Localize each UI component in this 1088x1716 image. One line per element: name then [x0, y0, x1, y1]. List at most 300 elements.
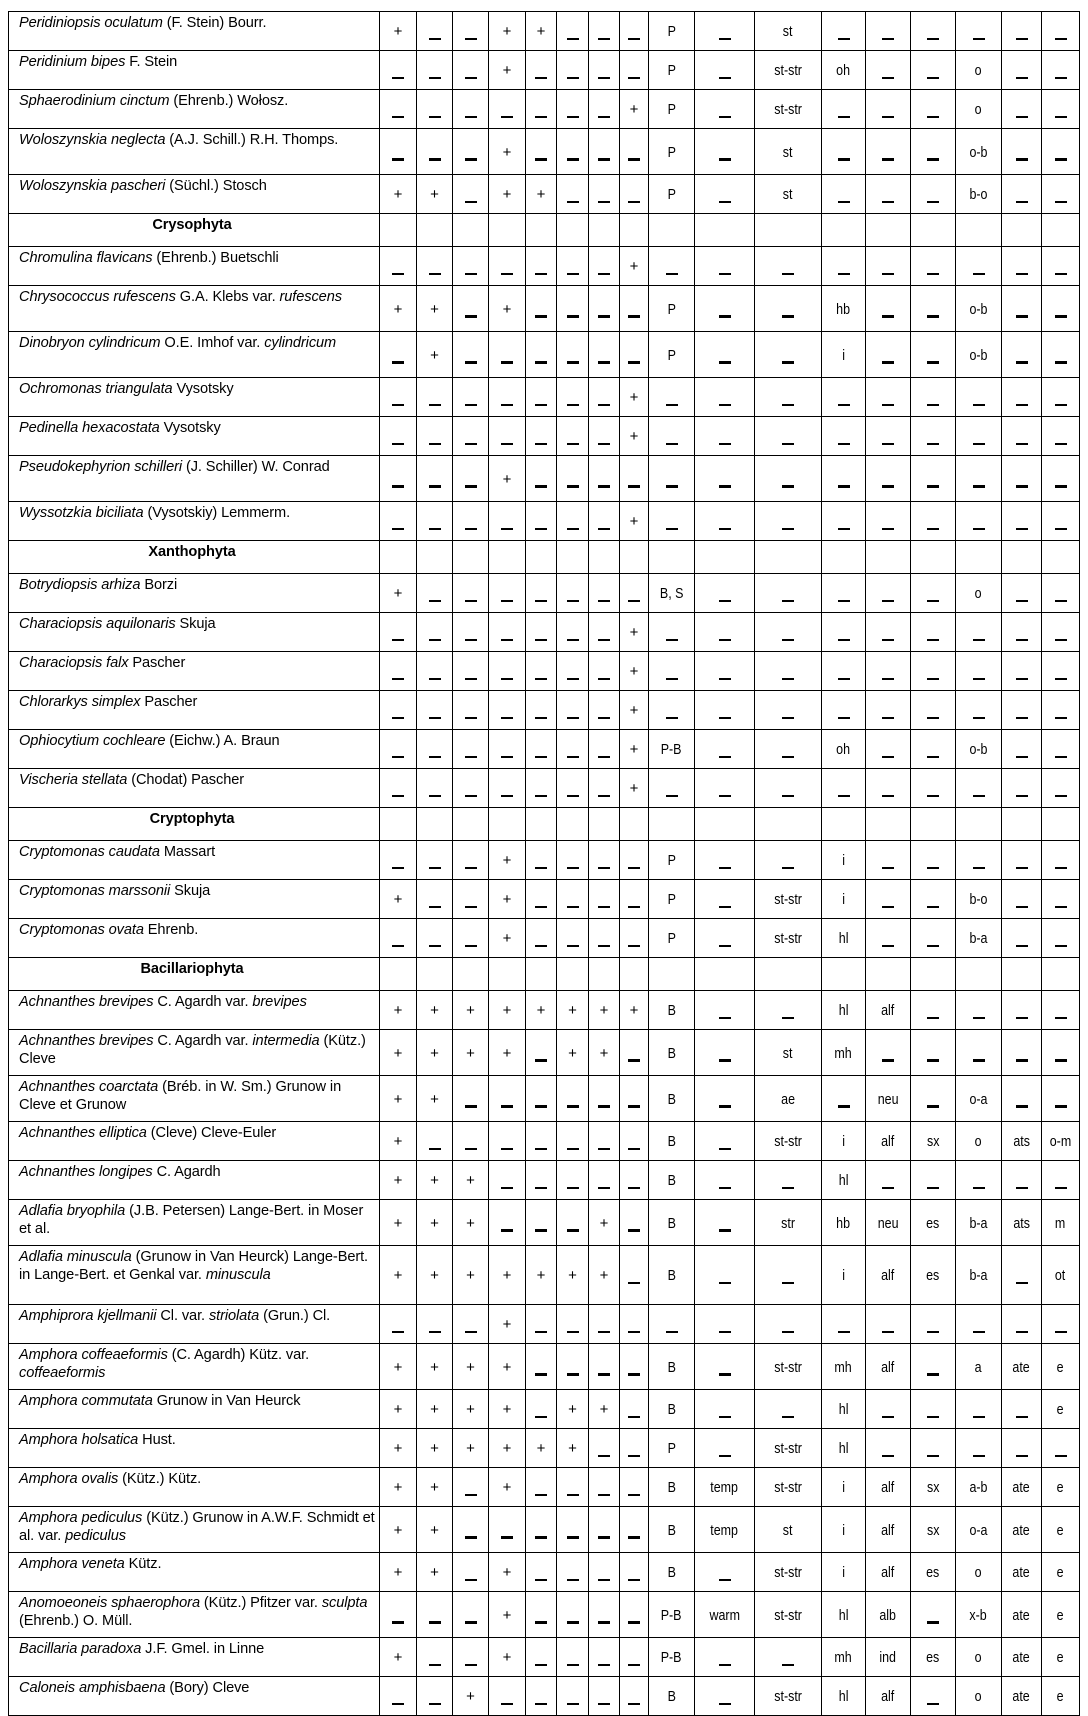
- dash-mark: [882, 678, 894, 681]
- dash-mark: [719, 1455, 731, 1458]
- dash-mark: [882, 945, 894, 948]
- attribute-cell: [1042, 652, 1080, 691]
- attribute-value: hl: [838, 1689, 849, 1706]
- dash-mark: [535, 1059, 547, 1062]
- presence-cell: [557, 51, 589, 90]
- taxon-author: Kütz.: [124, 1556, 162, 1572]
- dash-mark: [973, 1059, 985, 1062]
- dash-mark: [882, 38, 894, 41]
- attribute-cell: [649, 841, 695, 880]
- attribute-cell: [1042, 769, 1080, 808]
- taxon-italic: Cryptomonas marssonii: [19, 883, 171, 899]
- attribute-cell: [822, 652, 866, 691]
- presence-cell: [526, 1677, 557, 1716]
- attribute-cell: [695, 1468, 755, 1507]
- presence-cell: [589, 652, 620, 691]
- taxon-italic: pediculus: [65, 1528, 126, 1544]
- empty-cell: [557, 541, 589, 574]
- attribute-value: P-B: [661, 742, 682, 759]
- plus-mark: +: [393, 1649, 403, 1667]
- empty-cell: [620, 541, 649, 574]
- presence-cell: [557, 652, 589, 691]
- presence-cell: [557, 1507, 589, 1553]
- empty-cell: [417, 214, 453, 247]
- presence-cell: [453, 691, 489, 730]
- dash-mark: [535, 1494, 547, 1497]
- taxon-italic: Pedinella hexacostata: [19, 420, 160, 436]
- attribute-cell: [1002, 1076, 1042, 1122]
- attribute-value: alf: [881, 1134, 895, 1151]
- presence-cell: [589, 730, 620, 769]
- attribute-value: e: [1057, 1689, 1064, 1706]
- species-name: [9, 1553, 380, 1592]
- presence-cell: [417, 1161, 453, 1200]
- attribute-value: hb: [836, 301, 851, 318]
- presence-cell: [489, 175, 526, 214]
- presence-cell: [620, 502, 649, 541]
- attribute-cell: [755, 502, 822, 541]
- attribute-value: P-B: [661, 1607, 682, 1624]
- taxon-author: (C. Agardh) Kütz. var.: [167, 1347, 310, 1363]
- empty-cell: [620, 958, 649, 991]
- dash-mark: [719, 795, 731, 798]
- presence-cell: [557, 1638, 589, 1677]
- presence-cell: [620, 1246, 649, 1305]
- species-row: [9, 175, 1080, 214]
- dash-mark: [838, 795, 850, 798]
- dash-mark: [501, 756, 513, 759]
- attribute-value: hl: [838, 1402, 849, 1419]
- taxon-author: O.E. Imhof var.: [160, 335, 265, 351]
- attribute-cell: [822, 12, 866, 51]
- taxon-author: Massart: [159, 844, 216, 860]
- attribute-cell: [755, 1468, 822, 1507]
- attribute-value: B: [667, 1091, 676, 1108]
- plus-mark: +: [430, 346, 439, 364]
- attribute-cell: [822, 991, 866, 1030]
- presence-cell: [557, 880, 589, 919]
- presence-cell: [557, 1429, 589, 1468]
- presence-cell: [489, 247, 526, 286]
- species-row: [9, 652, 1080, 691]
- plus-mark: +: [466, 1214, 475, 1232]
- attribute-cell: [1002, 652, 1042, 691]
- dash-mark: [719, 1105, 731, 1108]
- dash-mark: [429, 1664, 441, 1667]
- dash-mark: [501, 639, 513, 642]
- dash-mark: [1055, 38, 1067, 41]
- empty-cell: [1002, 958, 1042, 991]
- dash-mark: [535, 1621, 547, 1624]
- dash-mark: [1055, 756, 1067, 759]
- dash-mark: [501, 443, 513, 446]
- dash-mark: [628, 1664, 640, 1667]
- dash-mark: [1055, 678, 1067, 681]
- attribute-cell: [695, 332, 755, 378]
- dash-mark: [392, 639, 404, 642]
- dash-mark: [567, 361, 579, 364]
- dash-mark: [719, 906, 731, 909]
- attribute-cell: [695, 12, 755, 51]
- dash-mark: [598, 1703, 610, 1706]
- dash-mark: [628, 1455, 640, 1458]
- taxon-author: (Grun.) Cl.: [259, 1308, 331, 1324]
- presence-cell: [526, 613, 557, 652]
- taxon-author: Hust.: [138, 1432, 176, 1448]
- dash-mark: [598, 158, 610, 161]
- attribute-cell: [911, 378, 956, 417]
- attribute-cell: [911, 880, 956, 919]
- attribute-cell: [755, 880, 822, 919]
- attribute-cell: [1042, 1429, 1080, 1468]
- presence-cell: [380, 502, 417, 541]
- dash-mark: [429, 1148, 441, 1151]
- presence-cell: [557, 417, 589, 456]
- attribute-cell: [911, 1030, 956, 1076]
- dash-mark: [1055, 945, 1067, 948]
- dash-mark: [882, 443, 894, 446]
- presence-cell: [526, 880, 557, 919]
- attribute-cell: [755, 175, 822, 214]
- dash-mark: [882, 756, 894, 759]
- attribute-cell: [866, 247, 911, 286]
- empty-cell: [649, 214, 695, 247]
- attribute-cell: [695, 1246, 755, 1305]
- dash-mark: [567, 404, 579, 407]
- presence-cell: [453, 1507, 489, 1553]
- plus-mark: +: [466, 1267, 475, 1285]
- attribute-value: P: [667, 63, 676, 80]
- presence-cell: [417, 502, 453, 541]
- presence-cell: [526, 1390, 557, 1429]
- attribute-value: B: [667, 1045, 676, 1062]
- taxon-italic: Amphora holsatica: [19, 1432, 139, 1448]
- attribute-cell: [956, 991, 1002, 1030]
- attribute-cell: [649, 991, 695, 1030]
- dash-mark: [719, 77, 731, 80]
- plus-mark: +: [466, 1401, 475, 1419]
- presence-cell: [489, 1429, 526, 1468]
- species-name: [9, 574, 380, 613]
- attribute-cell: [695, 574, 755, 613]
- dash-mark: [535, 1579, 547, 1582]
- attribute-cell: [911, 1390, 956, 1429]
- taxon-italic: Achnanthes longipes: [19, 1164, 153, 1180]
- attribute-cell: [1002, 691, 1042, 730]
- presence-cell: [589, 1429, 620, 1468]
- presence-cell: [380, 691, 417, 730]
- attribute-cell: [755, 574, 822, 613]
- presence-cell: [453, 1246, 489, 1305]
- dash-mark: [392, 1331, 404, 1334]
- attribute-value: B: [667, 1268, 676, 1285]
- attribute-cell: [1042, 417, 1080, 456]
- dash-mark: [927, 201, 939, 204]
- dash-mark: [1055, 528, 1067, 531]
- dash-mark: [501, 404, 513, 407]
- attribute-value: alf: [881, 1689, 895, 1706]
- plus-mark: +: [502, 62, 512, 80]
- presence-cell: [589, 574, 620, 613]
- dash-mark: [1016, 717, 1028, 720]
- presence-cell: [417, 129, 453, 175]
- empty-cell: [649, 541, 695, 574]
- dash-mark: [628, 906, 640, 909]
- dash-mark: [598, 717, 610, 720]
- dash-mark: [598, 38, 610, 41]
- dash-mark: [927, 795, 939, 798]
- attribute-cell: [956, 1390, 1002, 1429]
- attribute-value: o: [975, 1565, 982, 1582]
- taxon-author: (Ehrenb.) Buetschli: [152, 250, 279, 266]
- presence-cell: [489, 51, 526, 90]
- dash-mark: [628, 945, 640, 948]
- presence-cell: [489, 730, 526, 769]
- attribute-value: ats: [1013, 1134, 1030, 1151]
- species-row: [9, 880, 1080, 919]
- species-name: [9, 1468, 380, 1507]
- presence-cell: [453, 1468, 489, 1507]
- dash-mark: [535, 315, 547, 318]
- dash-mark: [429, 945, 441, 948]
- plus-mark: +: [502, 1002, 512, 1020]
- dash-mark: [598, 1494, 610, 1497]
- dash-mark: [1055, 116, 1067, 119]
- dash-mark: [838, 201, 850, 204]
- attribute-cell: [1002, 1638, 1042, 1677]
- species-name: [9, 12, 380, 51]
- attribute-cell: [911, 691, 956, 730]
- dash-mark: [719, 404, 731, 407]
- attribute-value: str: [781, 1215, 795, 1232]
- attribute-value: e: [1057, 1522, 1064, 1539]
- attribute-value: es: [926, 1650, 940, 1667]
- empty-cell: [755, 541, 822, 574]
- empty-cell: [695, 214, 755, 247]
- attribute-value: P: [667, 853, 676, 870]
- species-row: [9, 769, 1080, 808]
- attribute-value: ate: [1012, 1480, 1031, 1497]
- plus-mark: +: [629, 741, 639, 759]
- dash-mark: [501, 361, 513, 364]
- taxon-author: Pascher: [128, 655, 186, 671]
- attribute-cell: [866, 1429, 911, 1468]
- attribute-value: o: [975, 586, 982, 603]
- presence-cell: [620, 1507, 649, 1553]
- dash-mark: [465, 600, 477, 603]
- dash-mark: [535, 158, 547, 161]
- attribute-cell: [649, 652, 695, 691]
- dash-mark: [719, 361, 731, 364]
- dash-mark: [465, 639, 477, 642]
- attribute-cell: [956, 919, 1002, 958]
- attribute-cell: [956, 378, 1002, 417]
- dash-mark: [782, 443, 794, 446]
- dash-mark: [973, 485, 985, 488]
- presence-cell: [489, 1507, 526, 1553]
- dash-mark: [973, 443, 985, 446]
- taxon-author: (Kütz.) Kütz.: [118, 1471, 202, 1487]
- presence-cell: [453, 991, 489, 1030]
- attribute-cell: [866, 1030, 911, 1076]
- attribute-value: a-b: [969, 1480, 988, 1497]
- attribute-cell: [1002, 1305, 1042, 1344]
- presence-cell: [620, 456, 649, 502]
- dash-mark: [1016, 404, 1028, 407]
- presence-cell: [380, 1468, 417, 1507]
- attribute-cell: [1042, 1030, 1080, 1076]
- attribute-value: sx: [926, 1480, 940, 1497]
- plus-mark: +: [599, 1267, 609, 1285]
- presence-cell: [417, 1592, 453, 1638]
- dash-mark: [1016, 639, 1028, 642]
- presence-cell: [620, 1592, 649, 1638]
- presence-cell: [589, 12, 620, 51]
- presence-cell: [557, 332, 589, 378]
- attribute-cell: [822, 691, 866, 730]
- species-row: [9, 1030, 1080, 1076]
- presence-cell: [453, 175, 489, 214]
- dash-mark: [1055, 273, 1067, 276]
- presence-cell: [417, 1246, 453, 1305]
- attribute-cell: [866, 1122, 911, 1161]
- attribute-cell: [866, 456, 911, 502]
- dash-mark: [465, 717, 477, 720]
- plus-mark: +: [536, 1440, 546, 1458]
- attribute-cell: [755, 286, 822, 332]
- dash-mark: [535, 600, 547, 603]
- taxon-author: C. Agardh var.: [153, 1033, 253, 1049]
- attribute-cell: [1002, 841, 1042, 880]
- dash-mark: [882, 201, 894, 204]
- dash-mark: [465, 38, 477, 41]
- dash-mark: [598, 404, 610, 407]
- attribute-cell: [822, 247, 866, 286]
- attribute-value: temp: [710, 1522, 739, 1539]
- dash-mark: [429, 867, 441, 870]
- plus-mark: +: [393, 1521, 403, 1539]
- attribute-cell: [649, 1246, 695, 1305]
- presence-cell: [489, 1677, 526, 1716]
- empty-cell: [453, 214, 489, 247]
- dash-mark: [838, 639, 850, 642]
- taxon-italic: Caloneis amphisbaena: [19, 1680, 166, 1696]
- presence-cell: [489, 991, 526, 1030]
- plus-mark: +: [466, 1002, 475, 1020]
- presence-cell: [557, 90, 589, 129]
- presence-cell: [620, 90, 649, 129]
- presence-cell: [453, 1638, 489, 1677]
- dash-mark: [567, 1494, 579, 1497]
- dash-mark: [628, 77, 640, 80]
- attribute-cell: [866, 730, 911, 769]
- plus-mark: +: [393, 585, 403, 603]
- attribute-cell: [956, 286, 1002, 332]
- attribute-cell: [822, 175, 866, 214]
- attribute-cell: [695, 1677, 755, 1716]
- attribute-cell: [1002, 175, 1042, 214]
- dash-mark: [1016, 756, 1028, 759]
- attribute-cell: [695, 286, 755, 332]
- attribute-value: st-str: [774, 1565, 802, 1582]
- plus-mark: +: [502, 852, 512, 870]
- dash-mark: [598, 361, 610, 364]
- attribute-cell: [649, 691, 695, 730]
- attribute-value: hl: [838, 931, 849, 948]
- dash-mark: [535, 1416, 547, 1419]
- presence-cell: [417, 417, 453, 456]
- presence-cell: [589, 90, 620, 129]
- dash-mark: [628, 38, 640, 41]
- attribute-cell: [695, 691, 755, 730]
- attribute-cell: [1042, 247, 1080, 286]
- presence-cell: [589, 332, 620, 378]
- dash-mark: [973, 867, 985, 870]
- presence-cell: [417, 919, 453, 958]
- attribute-cell: [956, 129, 1002, 175]
- attribute-cell: [1002, 1390, 1042, 1429]
- attribute-cell: [1042, 1246, 1080, 1305]
- attribute-cell: [755, 1677, 822, 1716]
- species-row: [9, 1246, 1080, 1305]
- attribute-value: e: [1057, 1359, 1064, 1376]
- attribute-cell: [755, 652, 822, 691]
- dash-mark: [535, 1105, 547, 1108]
- dash-mark: [465, 1621, 477, 1624]
- attribute-cell: [911, 1122, 956, 1161]
- dash-mark: [882, 528, 894, 531]
- dash-mark: [567, 1621, 579, 1624]
- dash-mark: [927, 945, 939, 948]
- attribute-cell: [1002, 1592, 1042, 1638]
- plus-mark: +: [629, 780, 639, 798]
- dash-mark: [666, 485, 678, 488]
- dash-mark: [927, 867, 939, 870]
- dash-mark: [927, 1703, 939, 1706]
- plus-mark: +: [629, 513, 639, 531]
- species-name: [9, 1677, 380, 1716]
- dash-mark: [598, 600, 610, 603]
- attribute-cell: [649, 1344, 695, 1390]
- dash-mark: [429, 678, 441, 681]
- dash-mark: [927, 1187, 939, 1190]
- presence-cell: [453, 652, 489, 691]
- empty-cell: [380, 541, 417, 574]
- attribute-cell: [649, 880, 695, 919]
- plus-mark: +: [502, 1267, 512, 1285]
- presence-cell: [620, 247, 649, 286]
- attribute-cell: [822, 1390, 866, 1429]
- dash-mark: [567, 756, 579, 759]
- attribute-cell: [1002, 730, 1042, 769]
- plus-mark: +: [502, 1044, 512, 1062]
- presence-cell: [557, 1161, 589, 1200]
- attribute-cell: [755, 1344, 822, 1390]
- dash-mark: [628, 1229, 640, 1232]
- attribute-value: hl: [838, 1173, 849, 1190]
- dash-mark: [567, 867, 579, 870]
- attribute-cell: [649, 574, 695, 613]
- attribute-cell: [1002, 332, 1042, 378]
- dash-mark: [882, 77, 894, 80]
- dash-mark: [598, 1664, 610, 1667]
- presence-cell: [526, 1200, 557, 1246]
- dash-mark: [719, 678, 731, 681]
- attribute-cell: [1002, 51, 1042, 90]
- plus-mark: +: [393, 300, 403, 318]
- attribute-cell: [1002, 247, 1042, 286]
- attribute-value: warm: [709, 1607, 740, 1624]
